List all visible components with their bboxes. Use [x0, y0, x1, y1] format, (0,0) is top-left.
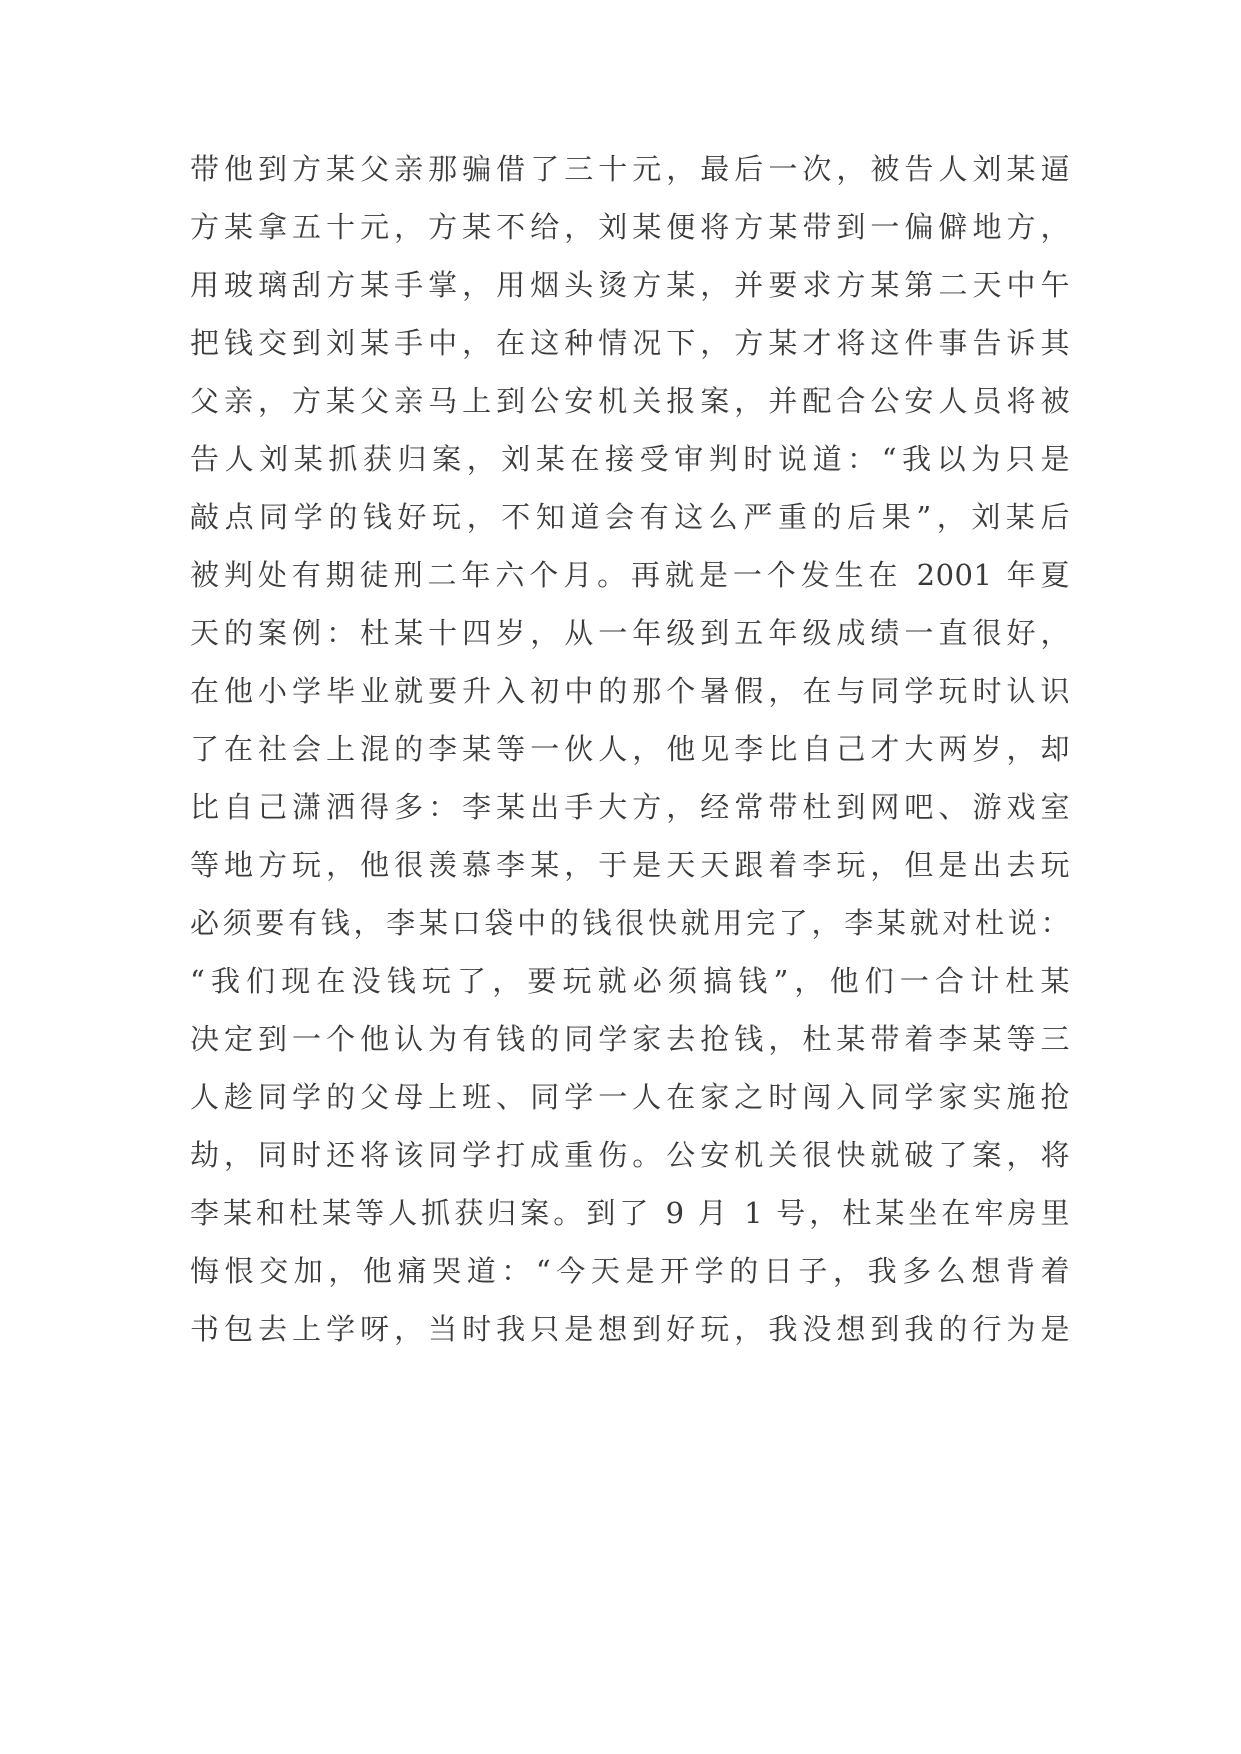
text-line: 用玻璃刮方某手掌，用烟头烫方某，并要求方某第二天中午 [190, 268, 1070, 302]
text-line: 比自己潇洒得多：李某出手大方，经常带杜到网吧、游戏室 [190, 790, 1070, 824]
text-line: 人趁同学的父母上班、同学一人在家之时闯入同学家实施抢 [190, 1080, 1070, 1114]
text-line: 敲点同学的钱好玩，不知道会有这么严重的后果”，刘某后 [190, 500, 1070, 534]
text-line: 李某和杜某等人抓获归案。到了 9 月 1 号，杜某坐在牢房里 [190, 1196, 1070, 1230]
text-line: 方某拿五十元，方某不给，刘某便将方某带到一偏僻地方， [190, 210, 1070, 244]
text-line: 父亲，方某父亲马上到公安机关报案，并配合公安人员将被 [190, 384, 1070, 418]
text-line: 决定到一个他认为有钱的同学家去抢钱，杜某带着李某等三 [190, 1022, 1070, 1056]
text-line: 必须要有钱，李某口袋中的钱很快就用完了，李某就对杜说： [190, 906, 1070, 940]
text-line: 被判处有期徒刑二年六个月。再就是一个发生在 2001 年夏 [190, 558, 1070, 592]
text-line: 告人刘某抓获归案，刘某在接受审判时说道：“我以为只是 [190, 442, 1070, 476]
body-text [190, 140, 1070, 1358]
text-line: 把钱交到刘某手中，在这种情况下，方某才将这件事告诉其 [190, 326, 1070, 360]
text-line: 带他到方某父亲那骗借了三十元，最后一次，被告人刘某逼 [190, 152, 1070, 186]
text-line: “我们现在没钱玩了，要玩就必须搞钱”，他们一合计杜某 [190, 964, 1070, 998]
text-line: 在他小学毕业就要升入初中的那个暑假，在与同学玩时认识 [190, 674, 1070, 708]
text-line: 了在社会上混的李某等一伙人，他见李比自己才大两岁，却 [190, 732, 1070, 766]
text-line: 悔恨交加，他痛哭道：“今天是开学的日子，我多么想背着 [190, 1254, 1070, 1288]
text-line: 劫，同时还将该同学打成重伤。公安机关很快就破了案，将 [190, 1138, 1070, 1172]
text-line: 书包去上学呀，当时我只是想到好玩，我没想到我的行为是 [190, 1312, 1070, 1346]
text-line: 天的案例：杜某十四岁，从一年级到五年级成绩一直很好， [190, 616, 1070, 650]
text-line: 等地方玩，他很羡慕李某，于是天天跟着李玩，但是出去玩 [190, 848, 1070, 882]
